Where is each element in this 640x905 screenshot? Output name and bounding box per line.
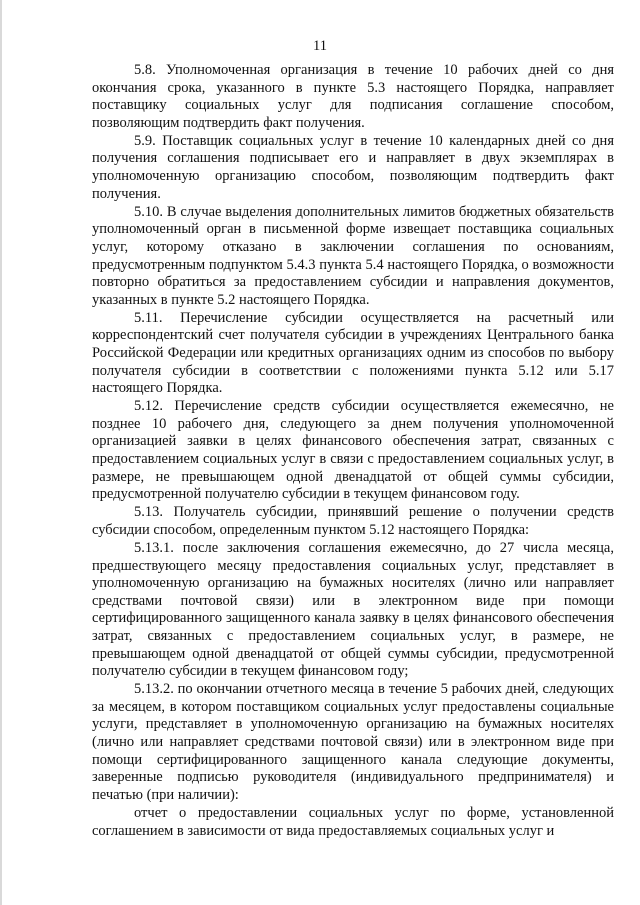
paragraph-5-13-1: 5.13.1. после заключения соглашения ежемесячно, до 27 числа месяца, предшествующего месяцу предоставления социальных услуг, представляет в уполномоченную организацию на бумажных носителях (лично или направляет средствами почтовой связи) или в электронном виде при помощи сертифицированного защищенного канала заявку в целях финансового обеспечения затрат, связанных с предоставлением социальных услуг, в размере, не превышающем одной двенадцатой от общей суммы субсидии, предусмотренной получателю субсидии в текущем финансовом году; [92, 540, 614, 680]
page-left-edge [0, 0, 2, 905]
paragraph-5-10: 5.10. В случае выделения дополнительных лимитов бюджетных обязательств уполномоченный орган в письменной форме извещает поставщика социальных услуг, которому отказано в заключении соглашения по основаниям, предусмотренным подпунктом 5.4.3 пункта 5.4 настоящего Порядка, о возможности повторно обратиться за предоставлением субсидии и направления документов, указанных в пункте 5.2 настоящего Порядка. [92, 203, 614, 308]
paragraph-5-13: 5.13. Получатель субсидии, принявший решение о получении средств субсидии способом, определенным пунктом 5.12 настоящего Порядка: [92, 504, 614, 538]
paragraph-5-9: 5.9. Поставщик социальных услуг в течение 10 календарных дней со дня получения соглашения подписывает его и направляет в двух экземплярах в уполномоченную организацию способом, позволяющим подтвердить факт получения. [92, 132, 614, 202]
paragraph-5-11: 5.11. Перечисление субсидии осуществляется на расчетный или корреспондентский счет получателя субсидии в учреждениях Центрального банка Российской Федерации или кредитных организациях одним из способов по выбору получателя субсидии в соответствии с положениями пункта 5.12 или 5.17 настоящего Порядка. [92, 309, 614, 397]
page-number: 11 [313, 38, 327, 54]
paragraph-5-13-2: 5.13.2. по окончании отчетного месяца в течение 5 рабочих дней, следующих за месяцем, в котором поставщиком социальных услуг предоставлены социальные услуги, представляет в уполномоченную организацию на бумажных носителях (лично или направляет средствами почтовой связи) или в электронном виде при помощи сертифицированного защищенного канала следующие документы, заверенные подписью руководителя (индивидуального предпринимателя) и печатью (при наличии): [92, 681, 614, 803]
paragraph-5-12: 5.12. Перечисление средств субсидии осуществляется ежемесячно, не позднее 10 рабочего дня, следующего за днем получения уполномоченной организацией заявки в целях финансового обеспечения затрат, связанных с предоставлением социальных услуг в связи с предоставлением социальных услуг, в размере, не превышающем одной двенадцатой от общей суммы субсидии, предусмотренной получателю субсидии в текущем финансовом году. [92, 398, 614, 503]
document-body [92, 62, 614, 841]
paragraph-report: отчет о предоставлении социальных услуг по форме, установленной соглашением в зависимости от вида предоставляемых социальных услуг и [92, 804, 614, 839]
paragraph-5-8: 5.8. Уполномоченная организация в течение 10 рабочих дней со дня окончания срока, указанного в пункте 5.3 настоящего Порядка, направляет поставщику социальных услуг для подписания соглашение способом, позволяющим подтвердить факт получения. [92, 62, 614, 131]
